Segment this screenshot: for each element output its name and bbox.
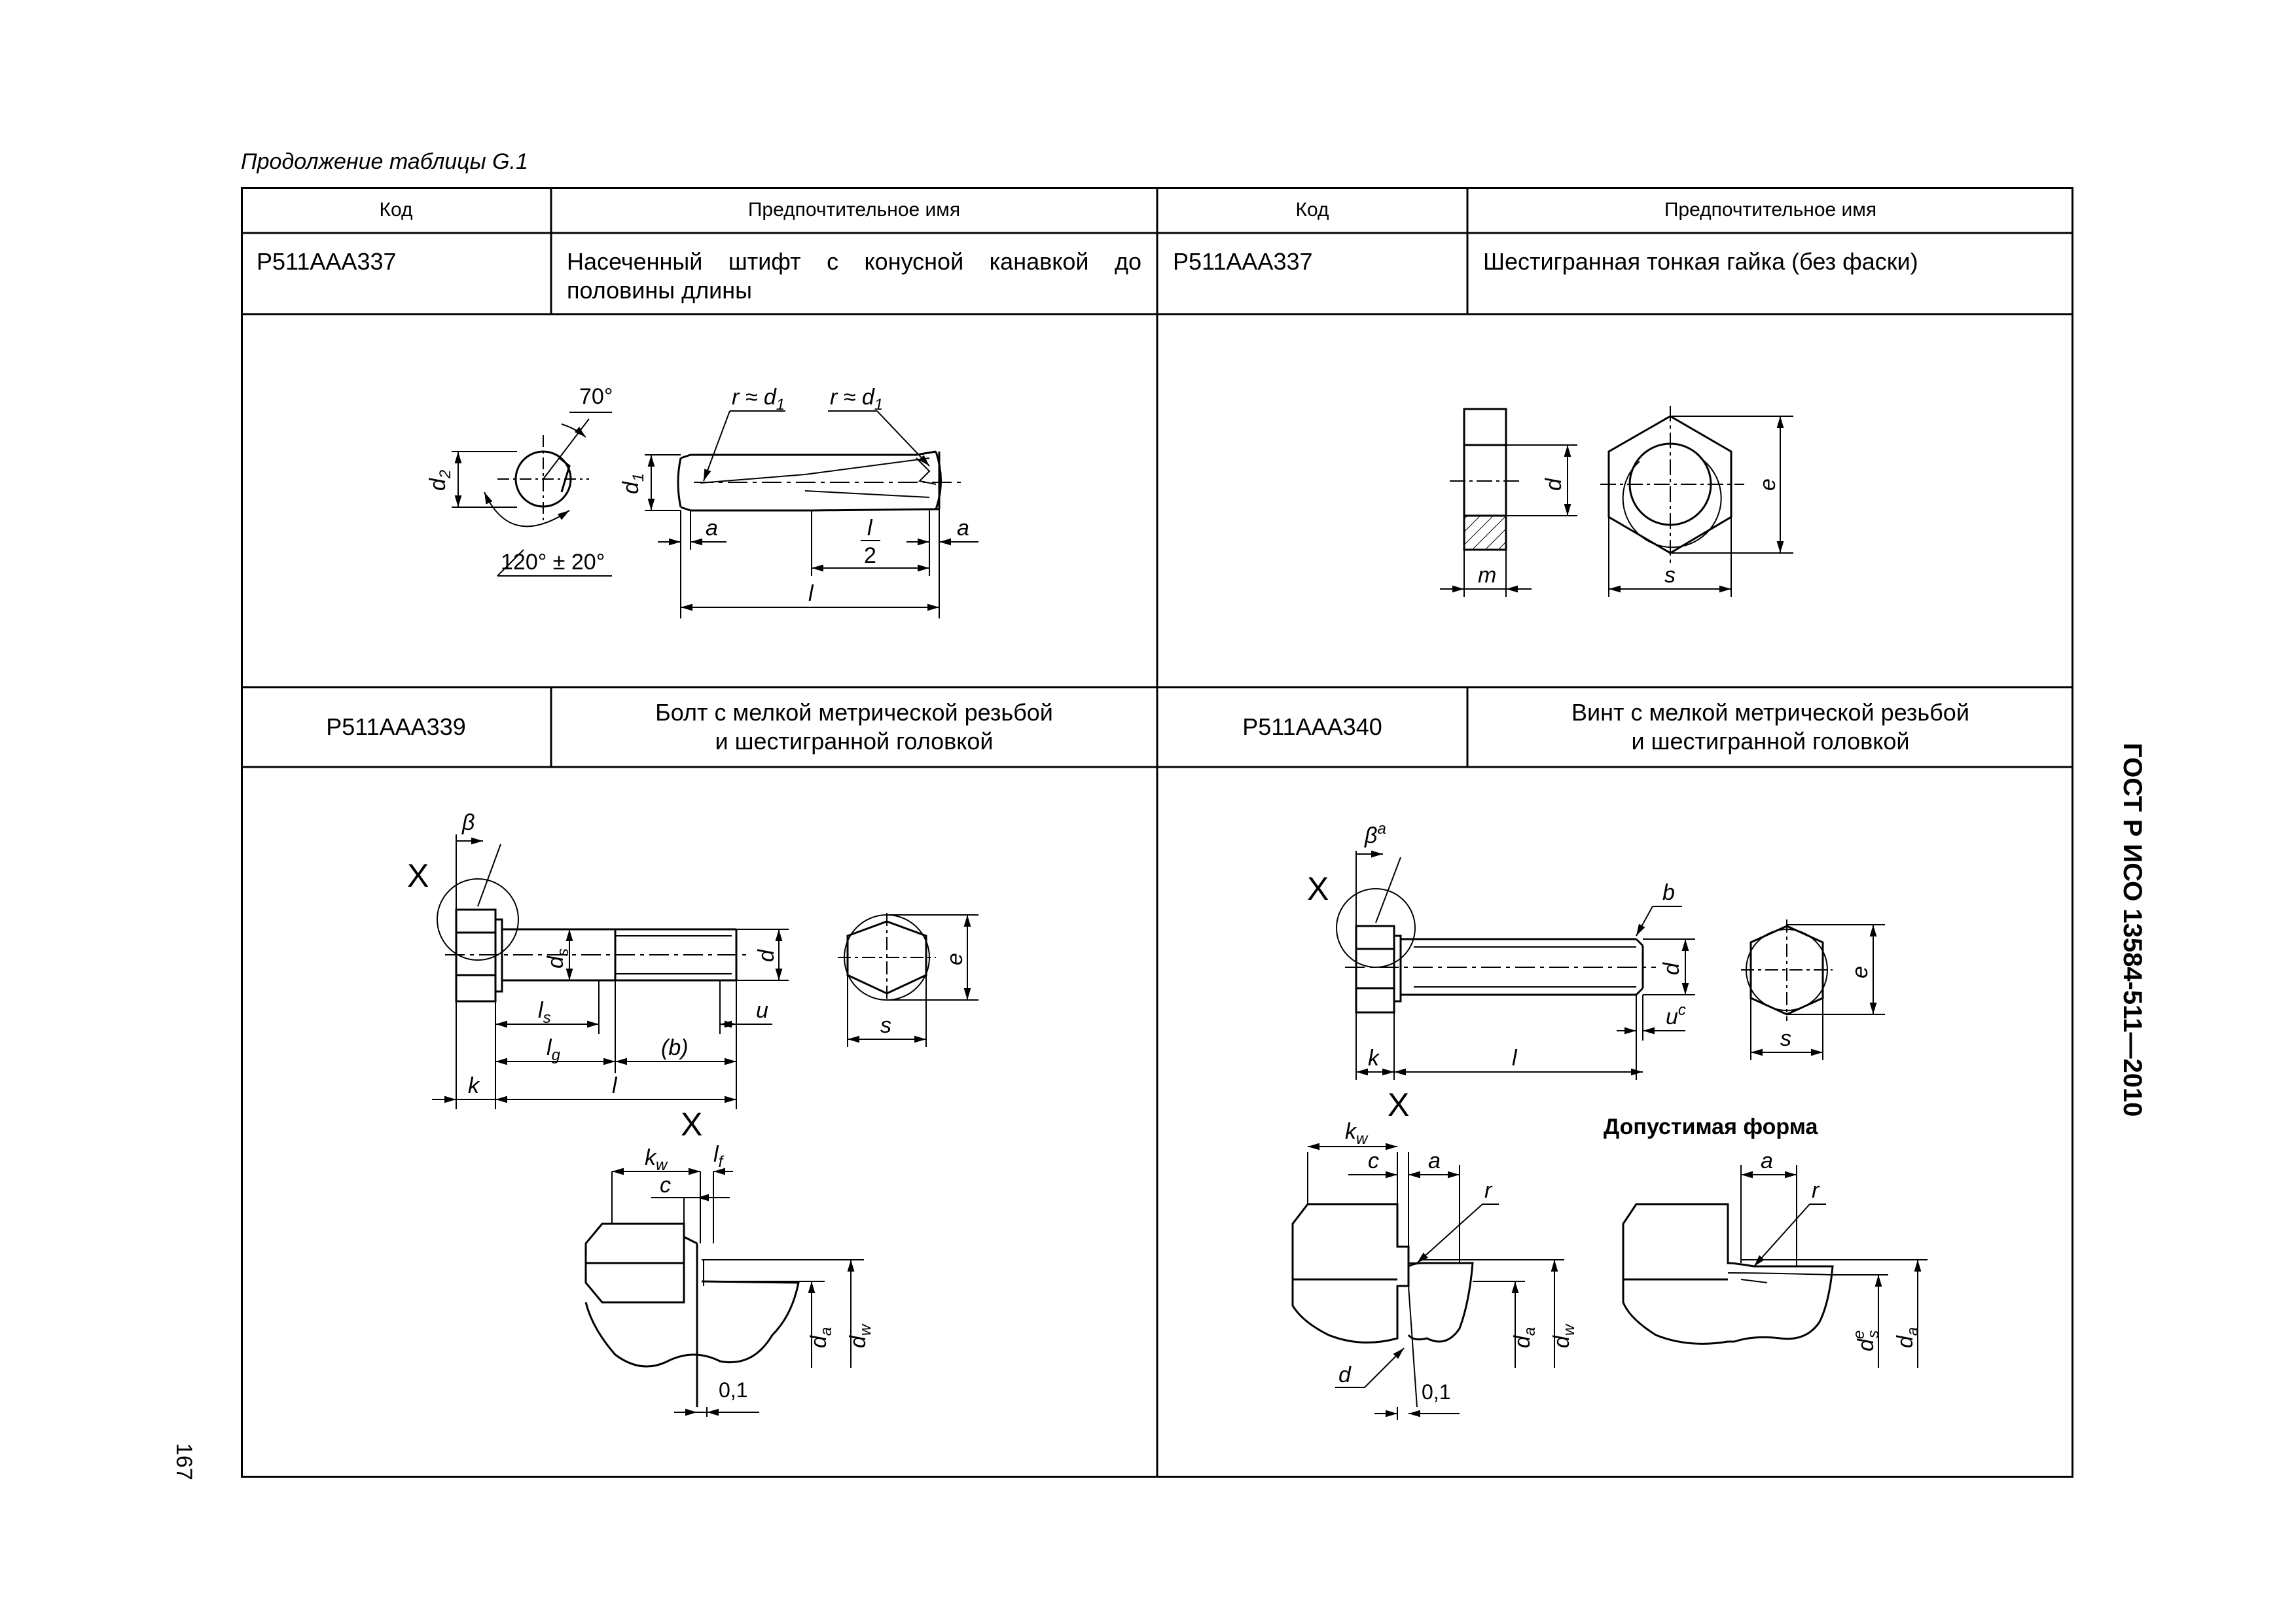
pin-d2-label: $d_2$ bbox=[425, 469, 454, 491]
screw-b-label: b bbox=[1662, 880, 1675, 905]
screw-alt-da-label: $d_a$ bbox=[1893, 1327, 1922, 1348]
row1-right-name: Шестигранная тонкая гайка (без фаски) bbox=[1483, 248, 1918, 275]
screw-a-label: a bbox=[1428, 1149, 1441, 1173]
screw-da-label: $d_a$ bbox=[1510, 1327, 1539, 1348]
header-code: Код bbox=[379, 199, 413, 221]
bolt-ls-label: $l_s$ bbox=[538, 998, 551, 1027]
bolt-detail-x-label: X bbox=[681, 1106, 703, 1143]
bolt-u-label: u bbox=[756, 998, 768, 1023]
screw-c-label: c bbox=[1368, 1149, 1379, 1173]
header-name-2: Предпочтительное имя bbox=[1664, 199, 1877, 221]
pin-r2-label: $r \approx d_1$ bbox=[830, 385, 884, 414]
screw-e-label: e bbox=[1848, 966, 1873, 978]
row2-left-name-line1: Болт с мелкой метрической резьбой bbox=[655, 699, 1053, 726]
screw-d-label: d bbox=[1659, 963, 1684, 975]
row2-left-name-line2: и шестигранной головкой bbox=[715, 728, 994, 755]
bolt-ds-label: $d_s$ bbox=[543, 948, 572, 969]
bolt-kw-label: $k_w$ bbox=[645, 1145, 668, 1174]
bolt-s-label: s bbox=[880, 1013, 891, 1038]
table-caption: Продолжение таблицы G.1 bbox=[241, 149, 528, 174]
screw-alt-title: Допустимая форма bbox=[1604, 1115, 1818, 1139]
bolt-b-label: (b) bbox=[661, 1035, 689, 1060]
screw-l-label: l bbox=[1512, 1046, 1517, 1071]
nut-e-label: e bbox=[1755, 478, 1780, 491]
pin-a2-label: a bbox=[957, 516, 969, 541]
bolt-dw-label: $d_w$ bbox=[846, 1324, 874, 1348]
screw-alt-a-label: a bbox=[1761, 1149, 1773, 1173]
pin-r1-label: $r \approx d_1$ bbox=[732, 385, 785, 414]
screw-alt-ds-label: $d^es$ bbox=[1850, 1330, 1882, 1351]
pin-d1-label: $d_1$ bbox=[619, 473, 647, 494]
nut-d-label: d bbox=[1541, 478, 1566, 491]
row2-right-name-line2: и шестигранной головкой bbox=[1631, 728, 1910, 755]
row1-left-code: P511AAA337 bbox=[257, 248, 397, 275]
screw-dw-label: $d_w$ bbox=[1549, 1324, 1578, 1348]
bolt-lg-label: $l_g$ bbox=[547, 1035, 560, 1064]
screw-x-label: X bbox=[1307, 870, 1329, 907]
bolt-lf-label: $l_f$ bbox=[713, 1142, 723, 1171]
bolt-beta-label: β bbox=[462, 810, 475, 835]
row1-left-name: Насеченный штифт с конусной канавкой до половины длины bbox=[567, 248, 1141, 304]
screw-alt-r-label: r bbox=[1812, 1178, 1820, 1203]
pin-a-label: a bbox=[706, 516, 718, 541]
row2-right-code: P511AAA340 bbox=[1242, 713, 1382, 740]
pin-angle-70: 70° bbox=[579, 384, 613, 409]
screw-s-label: s bbox=[1780, 1026, 1791, 1051]
nut-s-label: s bbox=[1664, 563, 1676, 588]
bolt-k-label: k bbox=[468, 1073, 479, 1098]
pin-half-l-den: 2 bbox=[864, 543, 876, 568]
screw-k-label: k bbox=[1368, 1046, 1379, 1071]
nut-m-label: m bbox=[1478, 563, 1497, 588]
bolt-dim-01: 0,1 bbox=[719, 1378, 748, 1402]
bolt-c-label: c bbox=[660, 1173, 671, 1198]
header-name: Предпочтительное имя bbox=[747, 199, 961, 221]
screw-dim-01: 0,1 bbox=[1422, 1380, 1451, 1404]
page-number: 167 bbox=[171, 1443, 196, 1480]
header-code-2: Код bbox=[1295, 199, 1329, 221]
screw-r-label: r bbox=[1484, 1178, 1492, 1203]
document-id: ГОСТ Р ИСО 13584-511—2010 bbox=[2118, 743, 2147, 1117]
bolt-l-label: l bbox=[612, 1073, 617, 1098]
bolt-x-label: X bbox=[407, 857, 429, 894]
bolt-da-label: $d_a$ bbox=[806, 1327, 835, 1348]
screw-detail-x-label: X bbox=[1388, 1086, 1410, 1123]
bolt-e-label: e bbox=[942, 953, 967, 965]
screw-kw-label: $k_w$ bbox=[1345, 1119, 1368, 1148]
screw-beta-label: $\beta^a$ bbox=[1365, 820, 1386, 848]
row2-right-name-line1: Винт с мелкой метрической резьбой bbox=[1571, 699, 1969, 726]
row1-right-code: P511AAA337 bbox=[1173, 248, 1313, 275]
bolt-d-label: d bbox=[754, 950, 779, 962]
screw-dd-label: d bbox=[1338, 1363, 1351, 1387]
pin-l-label: l bbox=[808, 581, 814, 606]
screw-u-label: $u^c$ bbox=[1666, 1001, 1686, 1029]
pin-angle-120: 120° ± 20° bbox=[501, 550, 605, 575]
row2-left-code: P511AAA339 bbox=[326, 713, 466, 740]
pin-half-l-num: l bbox=[867, 516, 872, 541]
